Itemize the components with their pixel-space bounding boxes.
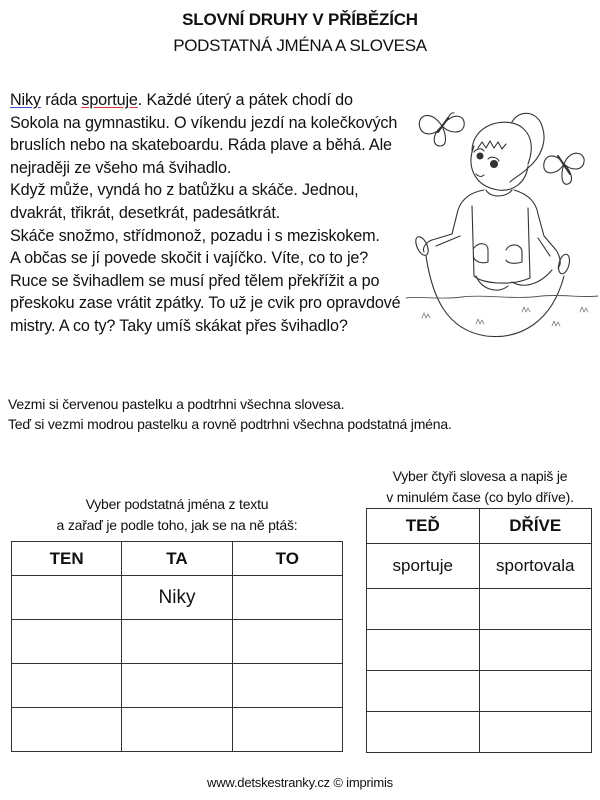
answer-cell[interactable] (479, 712, 592, 753)
answer-cell[interactable] (479, 630, 592, 671)
header-ted: TEĎ (367, 509, 480, 544)
answer-cell[interactable] (122, 620, 232, 664)
answer-cell[interactable]: sportuje (367, 544, 480, 589)
story-fragment: . Každé úterý a pátek chodí do (137, 91, 353, 109)
answer-cell[interactable]: sportovala (479, 544, 592, 589)
answer-cell[interactable] (367, 712, 480, 753)
butterfly-icon (419, 113, 464, 146)
story-line: přeskoku zase vrátit zpátky. To už je cvik pro opravdové (10, 294, 401, 313)
header-drive: DŘÍVE (479, 509, 592, 544)
answer-cell[interactable] (12, 620, 122, 664)
table-row (12, 576, 343, 620)
table-row (367, 671, 592, 712)
answer-cell[interactable] (12, 664, 122, 708)
answer-cell[interactable] (479, 671, 592, 712)
answer-cell[interactable] (232, 664, 342, 708)
story-fragment: ráda (40, 91, 82, 109)
verb-underlined: sportuje (81, 91, 138, 109)
answer-cell[interactable] (367, 671, 480, 712)
worksheet-title: SLOVNÍ DRUHY V PŘÍBĚZÍCH (182, 10, 418, 29)
story-line: dvakrát, třikrát, desetkrát, padesátkrát. (10, 203, 281, 222)
answer-cell[interactable] (479, 589, 592, 630)
answer-cell[interactable] (232, 620, 342, 664)
table-row (12, 708, 343, 752)
caption-line: Vyber podstatná jména z textu (85, 496, 269, 512)
answer-cell[interactable]: Niky (122, 576, 232, 620)
butterfly-icon (544, 153, 584, 184)
caption-line: a zařaď je podle toho, jak se na ně ptáš: (56, 517, 298, 533)
nouns-task-caption (11, 494, 343, 536)
verbs-task-caption (360, 466, 600, 508)
answer-cell[interactable] (232, 576, 342, 620)
answer-cell[interactable] (122, 708, 232, 752)
table-row (12, 620, 343, 664)
story-line: nejraději ze všeho má švihadlo. (10, 158, 232, 177)
story-line: mistry. A co ty? Taky umíš skákat přes švihadlo? (10, 316, 348, 335)
answer-cell[interactable] (367, 630, 480, 671)
story-line: bruslích nebo na skateboardu. Ráda plave a běhá. Ale (10, 136, 392, 155)
table-row (367, 712, 592, 753)
header-ten: TEN (12, 542, 122, 576)
story-line: Sokola na gymnastiku. O víkendu jezdí na kolečkových (10, 113, 398, 132)
table-header-row (12, 542, 343, 576)
nouns-table (11, 541, 343, 752)
caption-line: Vyber čtyři slovesa a napiš je (392, 468, 568, 484)
footer-credit: www.detskestranky.cz © imprimis (207, 775, 393, 790)
story-line: Když může, vyndá ho z batůžku a skáče. Jednou, (10, 181, 359, 200)
story-line (10, 89, 410, 112)
story-line: Ruce se švihadlem se musí před tělem překřížit a po (10, 271, 380, 290)
story-text (10, 89, 410, 338)
story-line: A občas se jí povede skočit i vajíčko. Víte, co to je? (10, 249, 369, 268)
answer-cell[interactable] (12, 708, 122, 752)
story-line: Skáče snožmo, střídmonož, pozadu i s meziskokem. (10, 226, 380, 245)
table-row (367, 544, 592, 589)
answer-cell[interactable] (367, 589, 480, 630)
girl-jumping-rope-illustration (402, 86, 600, 340)
instructions (8, 394, 452, 434)
noun-underlined: Niky (10, 91, 41, 109)
header-to: TO (232, 542, 342, 576)
verbs-table (366, 508, 592, 753)
caption-line: v minulém čase (co bylo dříve). (386, 489, 574, 505)
table-row (367, 630, 592, 671)
instruction-nouns: Teď si vezmi modrou pastelku a rovně podtrhni všechna podstatná jména. (8, 416, 452, 432)
table-row (367, 589, 592, 630)
table-header-row (367, 509, 592, 544)
answer-cell[interactable] (232, 708, 342, 752)
answer-cell[interactable] (12, 576, 122, 620)
answer-cell[interactable] (122, 664, 232, 708)
header-ta: TA (122, 542, 232, 576)
instruction-verbs: Vezmi si červenou pastelku a podtrhni všechna slovesa. (8, 396, 345, 412)
table-row (12, 664, 343, 708)
worksheet-subtitle: PODSTATNÁ JMÉNA A SLOVESA (173, 36, 427, 55)
